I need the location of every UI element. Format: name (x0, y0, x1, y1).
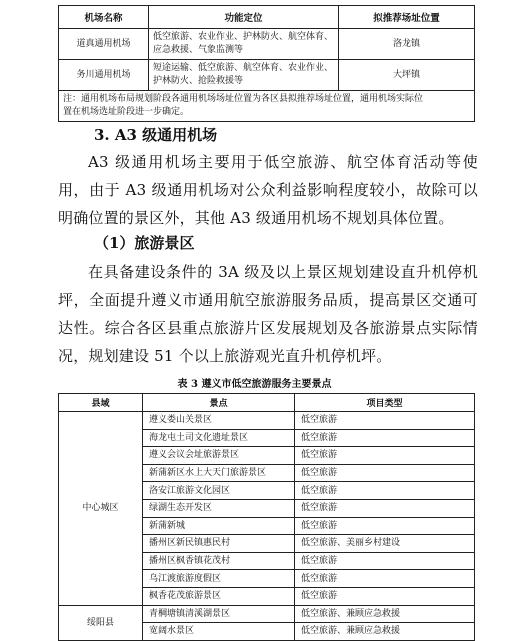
header-type: 项目类型 (295, 394, 475, 412)
table-row (59, 605, 475, 623)
table-note (59, 91, 475, 122)
spot-cell: 枫香花茂旅游景区 (143, 587, 295, 605)
table-body (59, 412, 475, 641)
section-heading: 3. A3 级通用机场 (94, 126, 218, 144)
spot-cell: 洛安江旅游文化园区 (143, 482, 295, 500)
table-header-row (59, 394, 475, 412)
type-cell: 低空旅游 (295, 587, 475, 605)
type-cell: 低空旅游 (295, 447, 475, 465)
type-cell: 低空旅游 (295, 412, 475, 430)
airport-location: 洛龙镇 (339, 29, 475, 60)
spot-cell: 播州区新民镇惠民村 (143, 535, 295, 553)
type-cell: 低空旅游 (295, 429, 475, 447)
note-line: 注：通用机场布局规划阶段各通用机场场址位置为各区县拟推荐场址位置，通用机场实际位 (63, 94, 424, 104)
type-cell: 低空旅游 (295, 570, 475, 588)
type-cell: 低空旅游 (295, 464, 475, 482)
spot-cell: 遵义娄山关景区 (143, 412, 295, 430)
spot-cell: 遵义会议会址旅游景区 (143, 447, 295, 465)
header-location: 拟推荐场址位置 (339, 6, 475, 29)
type-cell: 低空旅游、美丽乡村建设 (295, 535, 475, 553)
table-row (59, 29, 475, 60)
type-cell: 低空旅游 (295, 499, 475, 517)
spot-cell: 绿湖生态开发区 (143, 499, 295, 517)
header-airport-name: 机场名称 (59, 6, 149, 29)
type-cell: 低空旅游 (295, 552, 475, 570)
header-spot: 景点 (143, 394, 295, 412)
header-county: 县域 (59, 394, 143, 412)
spot-cell: 宽阔水景区 (143, 623, 295, 641)
county-cell: 中心城区 (59, 412, 143, 606)
function-line: 低空旅游、农业作业、护林防火、航空体育、 (153, 32, 334, 42)
airport-location: 大坪镇 (339, 60, 475, 91)
table-caption: 表 3 遵义市低空旅游服务主要景点 (177, 379, 332, 390)
airport-function-table (58, 5, 475, 122)
airport-function (149, 60, 339, 91)
airport-name: 道真通用机场 (59, 29, 149, 60)
header-function: 功能定位 (149, 6, 339, 29)
table-row (59, 412, 475, 430)
tourist-spots-table (58, 393, 475, 641)
spot-cell: 播州区枫香镇花茂村 (143, 552, 295, 570)
note-line: 置在机场选址阶段进一步确定。 (63, 107, 190, 117)
type-cell: 低空旅游、兼顾应急救援 (295, 605, 475, 623)
table-header-row (59, 6, 475, 29)
spot-cell: 新蒲新城 (143, 517, 295, 535)
spot-cell: 青棡塘镇清溪湖景区 (143, 605, 295, 623)
table-row (59, 60, 475, 91)
function-line: 护林防火、抢险救援等 (153, 76, 244, 86)
subsection-paragraph: 在具备建设条件的 3A 级及以上景区规划建设直升机停机坪，全面提升遵义市通用航空旅游服务品质，提高景区交通可达性。综合各区县重点旅游片区发展规划及各旅游景点实际情况，规划建设 51 个以上旅游观光直升机停机坪。 (58, 263, 478, 365)
function-line: 短途运输、低空旅游、航空体育、农业作业、 (153, 63, 334, 73)
function-line: 应急救援、气象监测等 (153, 45, 244, 55)
type-cell: 低空旅游、兼顾应急救援 (295, 623, 475, 641)
airport-function (149, 29, 339, 60)
subsection-heading: （1）旅游景区 (94, 234, 195, 252)
airport-name: 务川通用机场 (59, 60, 149, 91)
spot-cell: 乌江渡旅游度假区 (143, 570, 295, 588)
type-cell: 低空旅游 (295, 517, 475, 535)
spot-cell: 海龙屯土司文化遗址景区 (143, 429, 295, 447)
section-paragraph: A3 级通用机场主要用于低空旅游、航空体育活动等使用，由于 A3 级通用机场对公众利益影响程度较小，故除可以明确位置的景区外，其他 A3 级通用机场不规划具体位置。 (58, 153, 478, 227)
spot-cell: 新蒲新区水上大天门旅游景区 (143, 464, 295, 482)
table-note-row (59, 91, 475, 122)
type-cell: 低空旅游 (295, 482, 475, 500)
county-cell: 绥阳县 (59, 605, 143, 640)
